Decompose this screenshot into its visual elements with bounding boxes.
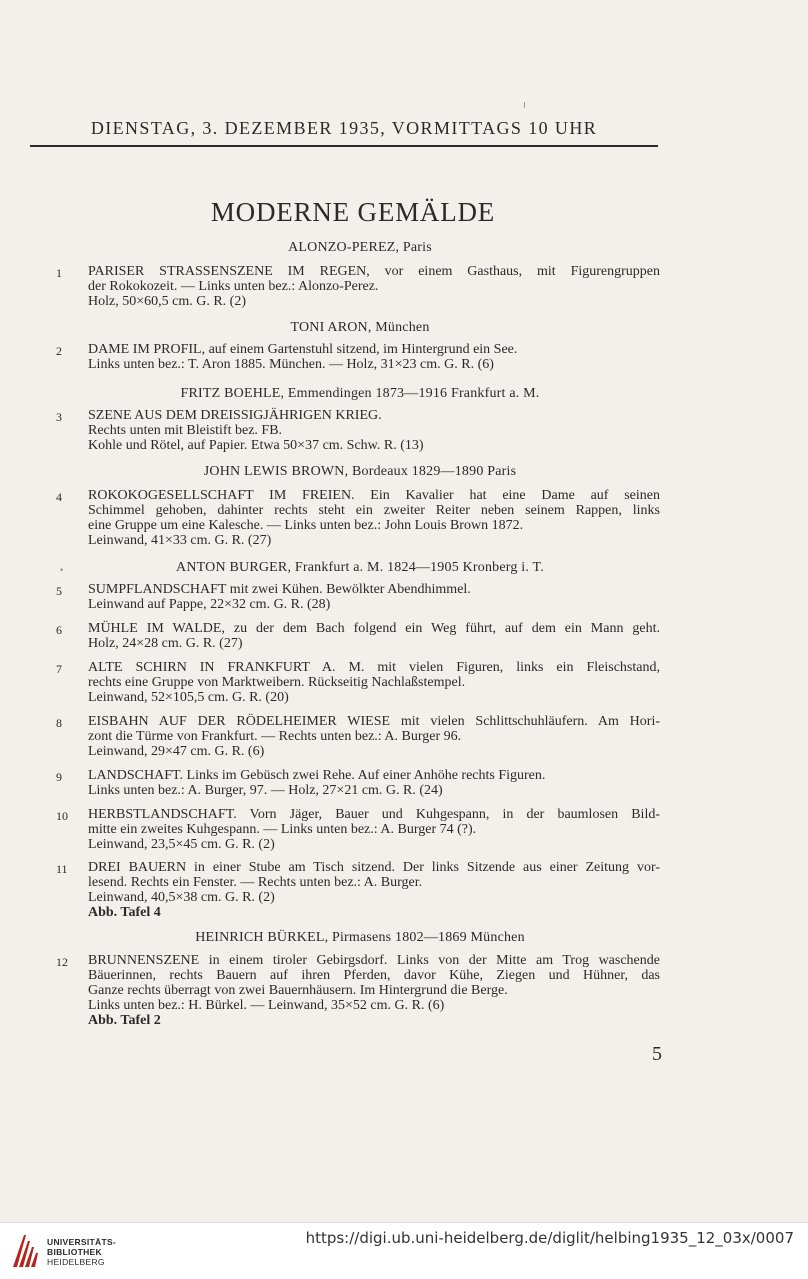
lot-entry <box>88 342 660 372</box>
lot-number: 12 <box>56 955 68 969</box>
entry-line: Bäuerinnen, rechts Bauern auf ihren Pferden, davor Kühe, Ziegen und Hühner, das <box>88 968 660 983</box>
entry-line: Leinwand, 41×33 cm. G. R. (27) <box>88 533 272 548</box>
page-title: MODERNE GEMÄLDE <box>210 197 496 227</box>
entry-line: ROKOKOGESELLSCHAFT IM FREIEN. Ein Kavalier hat eine Dame auf seinen <box>88 488 660 503</box>
artist-heading: JOHN LEWIS BROWN, Bordeaux 1829—1890 Paris <box>203 464 517 479</box>
artist-heading: HEINRICH BÜRKEL, Pirmasens 1802—1869 München <box>195 930 525 945</box>
lot-number: 11 <box>56 862 68 876</box>
university-library-logo-icon <box>10 1232 40 1270</box>
lot-entry <box>88 768 660 798</box>
entry-line: Leinwand auf Pappe, 22×32 cm. G. R. (28) <box>88 597 331 612</box>
lot-number: 2 <box>56 344 62 358</box>
artist-heading: ANTON BURGER, Frankfurt a. M. 1824—1905 Kronberg i. T. <box>176 560 544 575</box>
lot-entry <box>88 714 660 759</box>
entry-line: SUMPFLANDSCHAFT mit zwei Kühen. Bewölkter Abendhimmel. <box>88 582 471 597</box>
viewer-footer <box>0 1222 808 1279</box>
entry-line: LANDSCHAFT. Links im Gebüsch zwei Rehe. Auf einer Anhöhe rechts Figuren. <box>88 768 546 783</box>
library-name-line3: HEIDELBERG <box>47 1257 105 1267</box>
entry-line: zont die Türme von Frankfurt. — Rechts unten bez.: A. Burger 96. <box>88 729 462 744</box>
lot-entry <box>88 953 660 1028</box>
entry-line: Rechts unten mit Bleistift bez. FB. <box>88 423 283 438</box>
entry-line: ALTE SCHIRN IN FRANKFURT A. M. mit vielen Figuren, links ein Fleischstand, <box>88 660 660 675</box>
entry-line: EISBAHN AUF DER RÖDELHEIMER WIESE mit vielen Schlittschuhläufern. Am Hori- <box>88 714 660 729</box>
library-name-line1: UNIVERSITÄTS- <box>47 1237 117 1247</box>
entry-line: rechts eine Gruppe von Marktweibern. Rückseitig Nachlaßstempel. <box>88 675 466 690</box>
lot-entry <box>88 582 660 612</box>
entry-line: DREI BAUERN in einer Stube am Tisch sitzend. Der links Sitzende aus einer Zeitung vor- <box>88 860 660 875</box>
lot-number: 6 <box>56 623 62 637</box>
lot-number: 4 <box>56 490 62 504</box>
entry-line: SZENE AUS DEM DREISSIGJÄHRIGEN KRIEG. <box>88 408 382 423</box>
lot-number: 8 <box>56 716 62 730</box>
entry-line: DAME IM PROFIL, auf einem Gartenstuhl sitzend, im Hintergrund ein See. <box>88 342 518 357</box>
entry-line: Kohle und Rötel, auf Papier. Etwa 50×37 cm. Schw. R. (13) <box>88 438 424 453</box>
lot-number: 3 <box>56 410 62 424</box>
entry-line: Links unten bez.: T. Aron 1885. München. — Holz, 31×23 cm. G. R. (6) <box>88 357 494 372</box>
plate-reference: Abb. Tafel 2 <box>88 1013 161 1028</box>
lot-number: 10 <box>56 809 68 823</box>
artist-heading: ALONZO-PEREZ, Paris <box>288 240 432 255</box>
entry-line: MÜHLE IM WALDE, zu der dem Bach folgend ein Weg führt, auf dem ein Mann geht. <box>88 621 660 636</box>
entry-line: Leinwand, 52×105,5 cm. G. R. (20) <box>88 690 289 705</box>
lot-number: 7 <box>56 662 62 676</box>
lot-number: 1 <box>56 266 62 280</box>
entry-line: der Rokokozeit. — Links unten bez.: Alonzo-Perez. <box>88 279 379 294</box>
entry-line: Schimmel gehoben, dahinter rechts steht ein zweiter Reiter neben seinem Rappen, links <box>88 503 660 518</box>
entry-line: Links unten bez.: A. Burger, 97. — Holz, 27×21 cm. G. R. (24) <box>88 783 443 798</box>
lot-entry <box>88 807 660 852</box>
plate-reference: Abb. Tafel 4 <box>88 905 161 920</box>
lot-number: 5 <box>56 584 62 598</box>
entry-line: mitte ein zweites Kuhgespann. — Links unten bez.: A. Burger 74 (?). <box>88 822 477 837</box>
margin-mark: • <box>60 565 64 575</box>
page-header: DIENSTAG, 3. DEZEMBER 1935, VORMITTAGS 10 UHR <box>90 118 598 138</box>
entry-line: Leinwand, 40,5×38 cm. G. R. (2) <box>88 890 275 905</box>
artist-heading: FRITZ BOEHLE, Emmendingen 1873—1916 Frankfurt a. M. <box>180 386 540 401</box>
entry-line: Leinwand, 29×47 cm. G. R. (6) <box>88 744 265 759</box>
entry-line: Holz, 24×28 cm. G. R. (27) <box>88 636 243 651</box>
page-number: 5 <box>652 1043 662 1065</box>
permalink-url[interactable]: https://digi.ub.uni-heidelberg.de/diglit/helbing1935_12_03x/0007 <box>305 1229 794 1247</box>
lot-entry <box>88 660 660 705</box>
header-rule <box>30 145 658 147</box>
entry-line: Holz, 50×60,5 cm. G. R. (2) <box>88 294 246 309</box>
lot-number: 9 <box>56 770 62 784</box>
library-name-line2: BIBLIOTHEK <box>47 1247 102 1257</box>
lot-entry <box>88 621 660 651</box>
artist-heading: TONI ARON, München <box>290 320 430 335</box>
lot-entry <box>88 408 660 453</box>
entry-line: Ganze rechts überragt von zwei Bauernhäusern. Im Hintergrund die Berge. <box>88 983 508 998</box>
lot-entry <box>88 488 660 548</box>
entry-line: eine Gruppe um eine Kalesche. — Links unten bez.: John Louis Brown 1872. <box>88 518 524 533</box>
scan-tick-mark <box>524 102 525 108</box>
lot-entry <box>88 860 660 920</box>
entry-line: PARISER STRASSENSZENE IM REGEN, vor einem Gasthaus, mit Figurengruppen <box>88 264 660 279</box>
entry-line: lesend. Rechts ein Fenster. — Rechts unten bez.: A. Burger. <box>88 875 423 890</box>
entry-line: BRUNNENSZENE in einem tiroler Gebirgsdorf. Links von der Mitte am Trog waschende <box>88 953 660 968</box>
entry-line: Leinwand, 23,5×45 cm. G. R. (2) <box>88 837 275 852</box>
entry-line: HERBSTLANDSCHAFT. Vorn Jäger, Bauer und Kuhgespann, in der baumlosen Bild- <box>88 807 660 822</box>
entry-line: Links unten bez.: H. Bürkel. — Leinwand, 35×52 cm. G. R. (6) <box>88 998 445 1013</box>
lot-entry <box>88 264 660 309</box>
